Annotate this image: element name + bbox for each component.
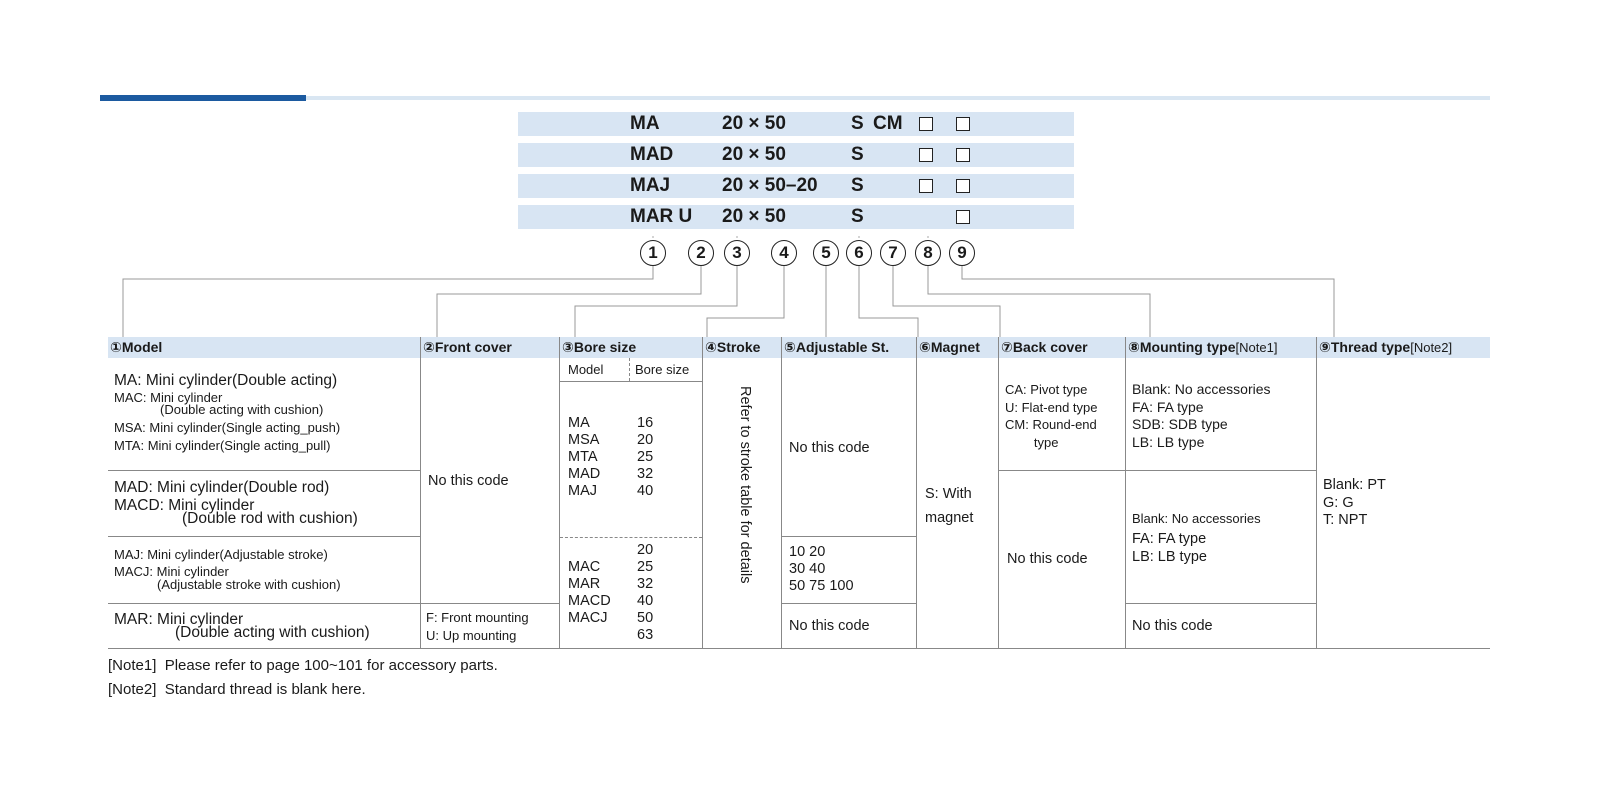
model-macj-desc: (Adjustable stroke with cushion) (157, 577, 341, 592)
adjustable-values: 10 20 30 40 50 75 100 (789, 544, 854, 594)
grid-line (1126, 470, 1316, 471)
stroke-note: Refer to stroke table for details (737, 386, 753, 584)
code-size: 20 × 50 (722, 144, 786, 165)
header-thread-type: ⑨Thread type[Note2] (1317, 337, 1490, 358)
model-mac-desc: (Double acting with cushion) (160, 402, 324, 417)
adjustable-no-code: No this code (789, 440, 870, 456)
front-cover-f: F: Front mounting (426, 610, 529, 625)
bore-dashed-divider (629, 358, 630, 381)
code-model: MAJ (630, 175, 671, 196)
position-circle-9: 9 (949, 240, 975, 266)
grid-line (421, 603, 559, 604)
grid-line (108, 536, 420, 537)
header-front-cover: ②Front cover (421, 337, 559, 358)
bore-group1-sizes: 16 20 25 32 40 (637, 415, 654, 499)
grid-line (1125, 337, 1126, 648)
code-back-cover: CM (873, 113, 903, 134)
header-stroke: ④Stroke (703, 337, 781, 358)
grid-line (1316, 337, 1317, 648)
position-circle-1: 1 (640, 240, 666, 266)
table-bottom-line (108, 648, 1490, 649)
header-adjustable: ⑤Adjustable St. (782, 337, 916, 358)
bore-group1-models: MA MSA MTA MAD MAJ (568, 415, 601, 499)
header-model: ①Model (108, 337, 420, 358)
grid-line (782, 536, 916, 537)
mounting-no-code: No this code (1132, 618, 1213, 634)
code-magnet: S (851, 206, 864, 227)
code-size: 20 × 50 (722, 206, 786, 227)
grid-line (781, 337, 782, 648)
grid-line (1126, 603, 1316, 604)
position-circle-8: 8 (915, 240, 941, 266)
code-size: 20 × 50 (722, 113, 786, 134)
grid-line (916, 337, 917, 648)
position-circle-3: 3 (724, 240, 750, 266)
adjustable-no-code-2: No this code (789, 618, 870, 634)
bore-group2-sizes: 20 25 32 40 50 63 (637, 542, 654, 643)
model-msa: MSA: Mini cylinder(Single acting_push) (114, 420, 341, 435)
footnote-2: [Note2] Standard thread is blank here. (108, 681, 366, 698)
model-mad: MAD: Mini cylinder(Double rod) (114, 479, 330, 496)
grid-line (999, 470, 1125, 471)
mounting-options-mid: FA: FA type LB: LB type (1132, 531, 1207, 565)
model-macd-desc: (Double rod with cushion) (182, 510, 358, 527)
front-cover-u: U: Up mounting (426, 628, 517, 643)
footnote-1: [Note1] Please refer to page 100~101 for accessory parts. (108, 657, 498, 674)
code-size: 20 × 50–20 (722, 175, 818, 196)
code-model: MA (630, 113, 660, 134)
position-circle-6: 6 (846, 240, 872, 266)
position-circle-4: 4 (771, 240, 797, 266)
thread-options: Blank: PT G: G T: NPT (1323, 477, 1386, 528)
bore-subheader-size: Bore size (635, 362, 690, 377)
bore-group2-models: MAC MAR MACD MACJ (568, 559, 611, 626)
grid-line (108, 470, 420, 471)
code-model: MAR U (630, 206, 693, 227)
position-circle-2: 2 (688, 240, 714, 266)
position-circle-7: 7 (880, 240, 906, 266)
front-cover-no-code: No this code (428, 473, 509, 489)
header-bore-size: ③Bore size (560, 337, 702, 358)
grid-line (560, 381, 702, 382)
grid-line (782, 603, 916, 604)
model-macj: MACJ: Mini cylinder (114, 564, 229, 579)
grid-line (559, 337, 560, 648)
code-model: MAD (630, 144, 674, 165)
back-cover-no-code: No this code (1007, 551, 1088, 567)
grid-line (702, 337, 703, 648)
code-magnet: S (851, 113, 864, 134)
model-maj: MAJ: Mini cylinder(Adjustable stroke) (114, 547, 328, 562)
grid-line (998, 337, 999, 648)
code-magnet: S (851, 144, 864, 165)
bore-subheader-model: Model (568, 362, 604, 377)
header-magnet: ⑥Magnet (917, 337, 998, 358)
mounting-options-top: Blank: No accessories FA: FA type SDB: SDB type LB: LB type (1132, 381, 1271, 450)
header-mounting-type: ⑧Mounting type[Note1] (1126, 337, 1316, 358)
magnet-option: S: With magnet (925, 486, 974, 526)
grid-line (108, 603, 420, 604)
header-back-cover: ⑦Back cover (999, 337, 1125, 358)
model-mar-desc: (Double acting with cushion) (175, 624, 370, 641)
model-mar: MAR: Mini cylinder (114, 611, 244, 628)
bore-dashed-separator (560, 537, 702, 538)
model-macd: MACD: Mini cylinder (114, 497, 255, 514)
position-circle-5: 5 (813, 240, 839, 266)
model-mta: MTA: Mini cylinder(Single acting_pull) (114, 438, 331, 453)
grid-line (420, 337, 421, 648)
model-mac: MAC: Mini cylinder (114, 390, 223, 405)
mounting-blank: Blank: No accessories (1132, 511, 1261, 526)
back-cover-options: CA: Pivot type U: Flat-end type CM: Round-end type (1005, 382, 1098, 450)
code-magnet: S (851, 175, 864, 196)
model-ma: MA: Mini cylinder(Double acting) (114, 372, 338, 389)
